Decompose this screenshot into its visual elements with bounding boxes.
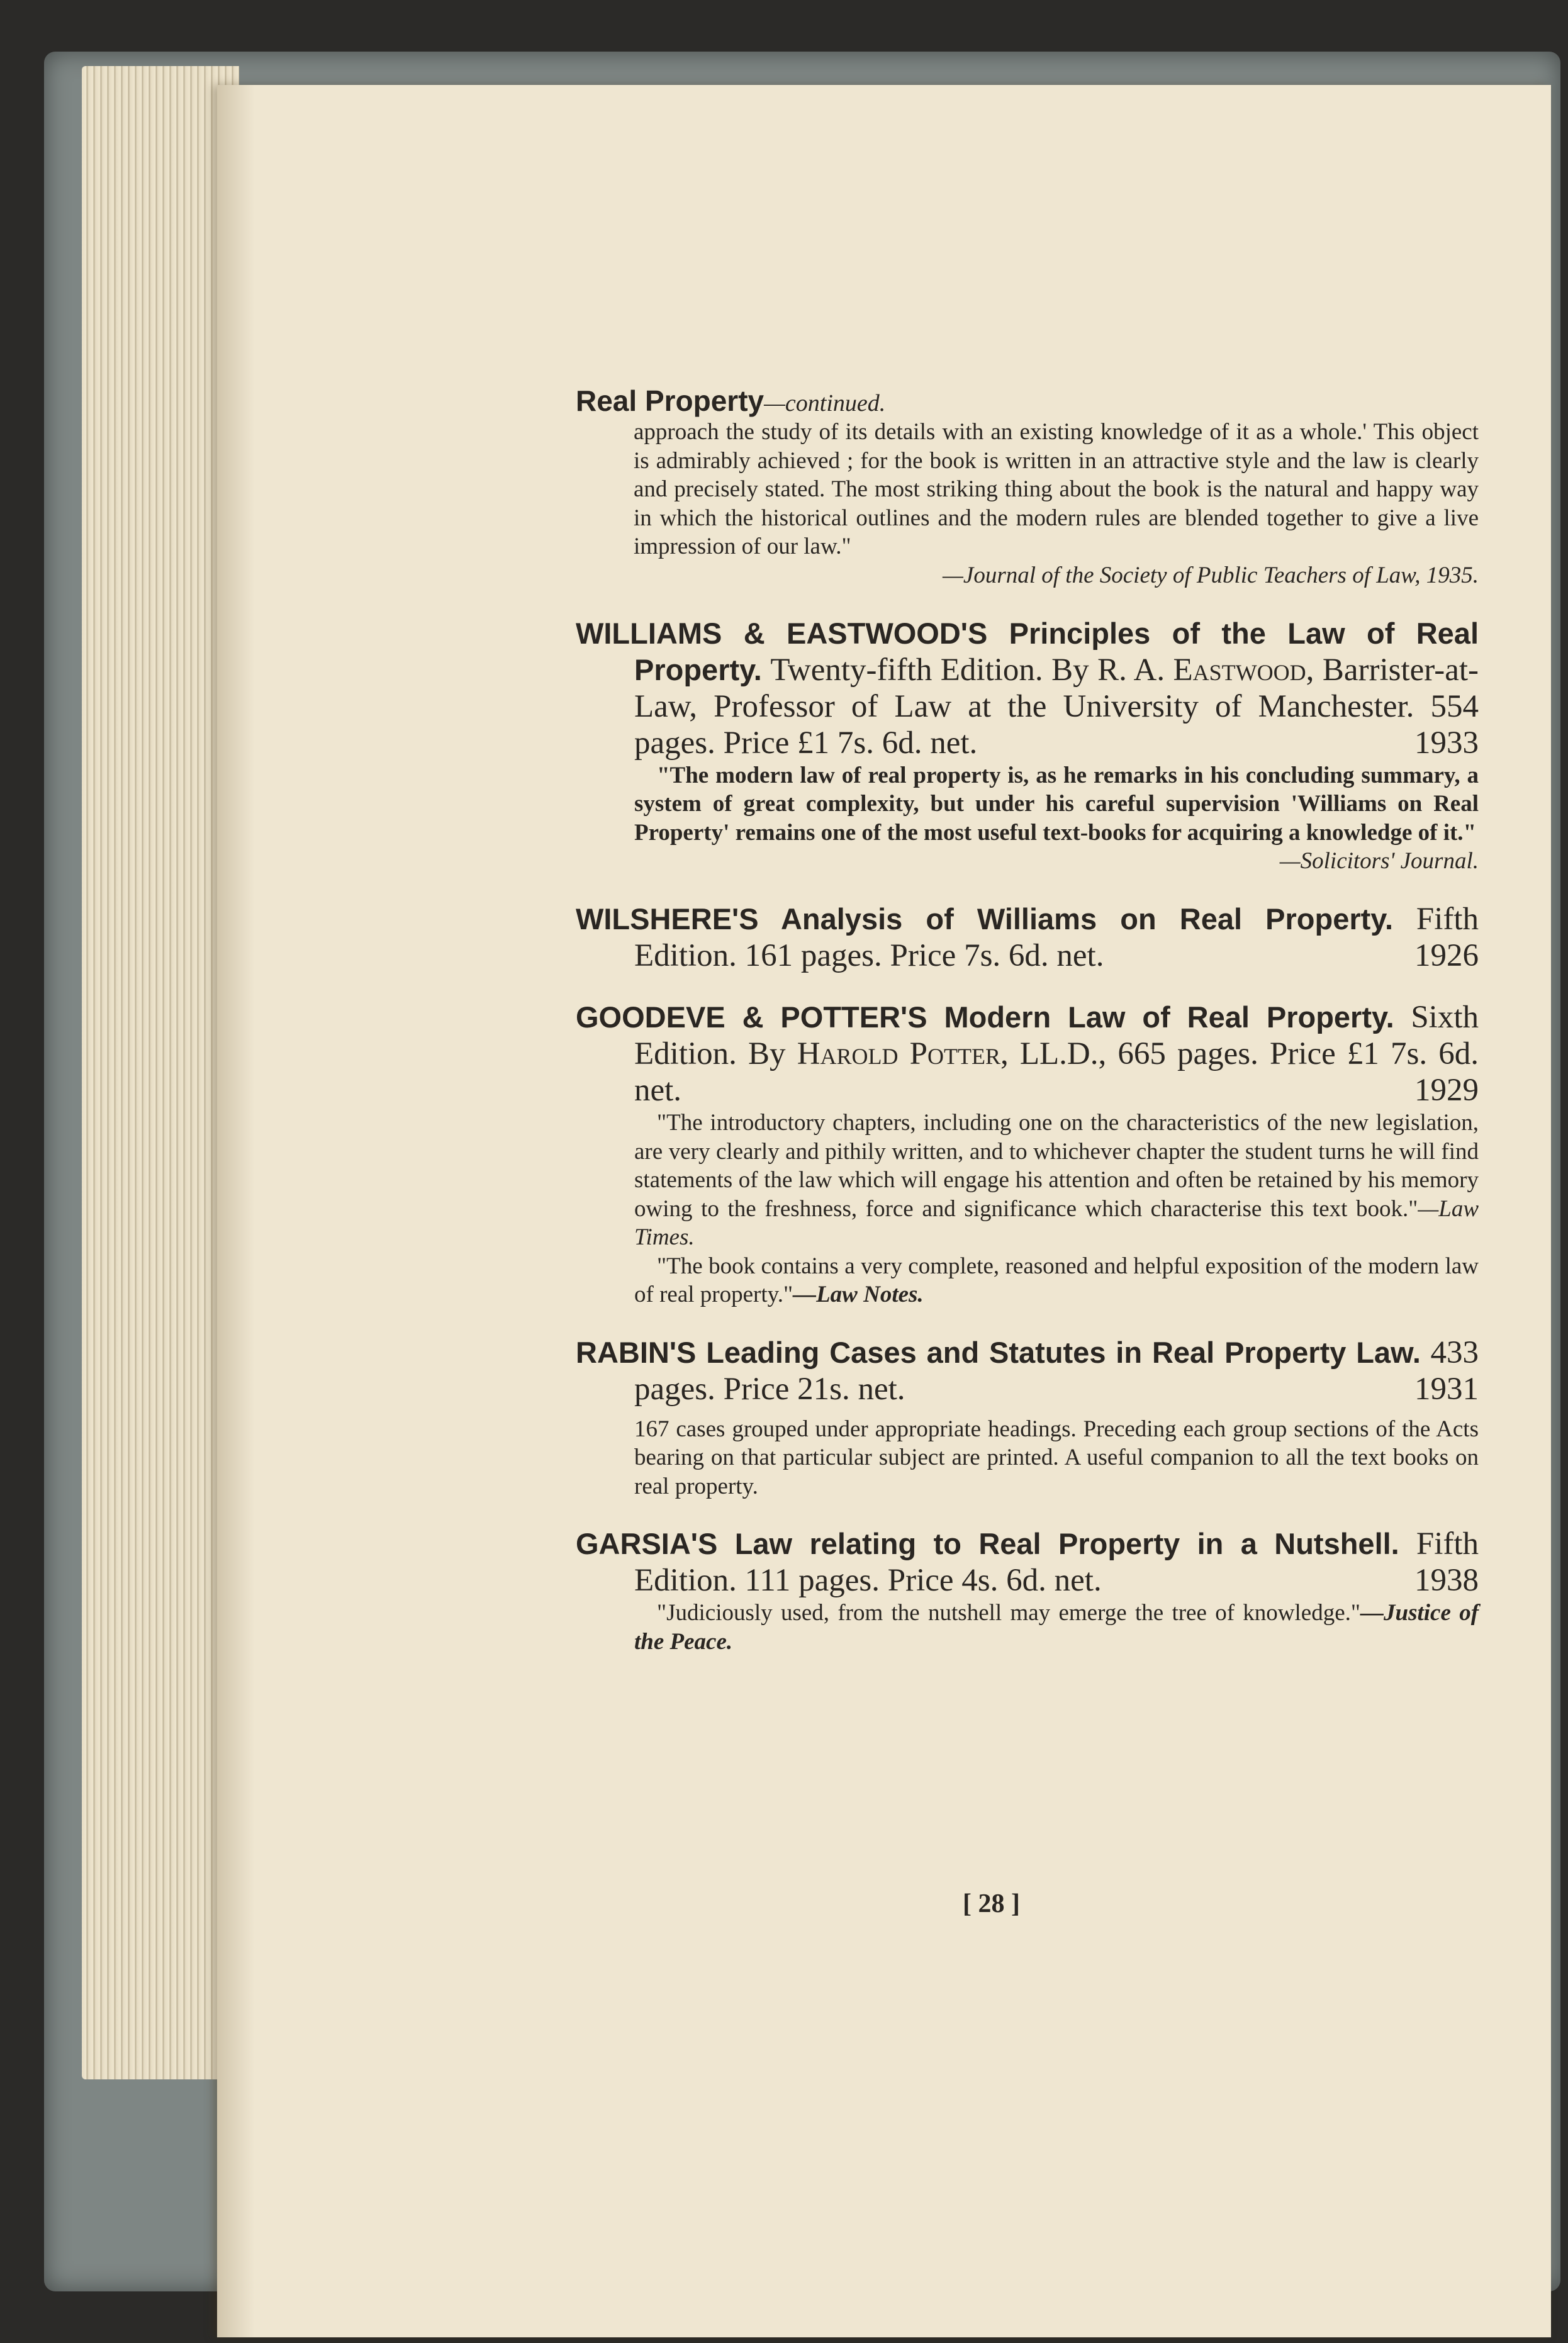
- entry-details-2: , Barrister-at-Law, Professor of Law at the University of Manchester. 554 pages. Price £1 7s. 6d. net.: [634, 652, 1479, 761]
- entry-goodeve-potter: [576, 999, 1479, 1309]
- entry-year: 1938: [1414, 1563, 1479, 1598]
- entry-details-2: , LL.D., 665 pages. Price £1 7s. 6d. net.: [634, 1036, 1479, 1108]
- entry-title-block: [576, 1334, 1479, 1407]
- entry-quote-2: [634, 1252, 1479, 1309]
- page-content: [576, 384, 1479, 1656]
- entry-title-block: [576, 999, 1479, 1109]
- entry-description: 167 cases grouped under appropriate headings. Preceding each group sections of the Acts bearing on that particular subject are printed. A useful companion to all the text books on real property.: [634, 1416, 1479, 1499]
- entry-details: 433 pages. Price 21s. net.: [634, 1334, 1479, 1407]
- entry-year: 1931: [1414, 1371, 1479, 1407]
- entry-quote-source: —Solicitors' Journal.: [1279, 848, 1479, 874]
- entry-author: R. A. Eastwood: [1097, 652, 1306, 688]
- entry-author: Harold Potter: [797, 1036, 1000, 1071]
- entry-wilshere: [576, 901, 1479, 974]
- intro-source: —Journal of the Society of Public Teachers of Law, 1935.: [943, 562, 1479, 588]
- quote-source: —Law Notes.: [793, 1282, 924, 1307]
- entry-title: GARSIA'S Law relating to Real Property in a Nutshell.: [576, 1527, 1399, 1560]
- entry-title-block: [576, 1526, 1479, 1599]
- entry-details: Sixth Edition. By: [634, 1000, 1479, 1071]
- continued-label: —continued.: [764, 390, 886, 417]
- entry-title: WILSHERE'S Analysis of Williams on Real Property.: [576, 902, 1394, 936]
- entry-quote: "The modern law of real property is, as he remarks in his concluding summary, a system of great complexity, but under his careful supervision 'Williams on Real Property' remains one of the most useful text-books for acquiring a knowledge of it.": [634, 762, 1479, 846]
- quote-source: —Justice of the Peace.: [634, 1600, 1479, 1655]
- intro-text: approach the study of its details with an existing knowledge of it as a whole.' This object is admirably achieved ; for the book is written in an attractive style and the law is clearly and precisely stated. The most striking thing about the book is the natural and happy way in which the historical outlines and the modern rules are blended together to give a live impression of our law.": [634, 419, 1479, 559]
- entry-details: Fifth Edition. 161 pages. Price 7s. 6d. net.: [634, 902, 1479, 973]
- entry-garsia: [576, 1526, 1479, 1656]
- section-title: Real Property: [576, 384, 764, 417]
- entry-title-block: [576, 615, 1479, 761]
- quote-source: —Law Times.: [634, 1195, 1479, 1250]
- entry-title-block: [576, 901, 1479, 974]
- entry-rabin: [576, 1334, 1479, 1501]
- continued-heading: [576, 384, 1479, 418]
- entry-quote: [634, 1599, 1479, 1656]
- intro-paragraph: [634, 418, 1479, 590]
- entry-title: WILLIAMS & EASTWOOD'S Principles of the Law of Real Property.: [576, 616, 1479, 686]
- entry-year: 1926: [1414, 938, 1479, 973]
- entry-title: RABIN'S Leading Cases and Statutes in Real Property Law.: [576, 1335, 1421, 1369]
- quote-text: "The introductory chapters, including one on the characteristics of the new legislation, are very clearly and pithily written, and to whichever chapter the student turns he will find statements of the law which will engage his attention and often be retained by his memory owing to the freshness, force and significance which characterise this text book.": [634, 1110, 1479, 1222]
- entry-year: 1933: [1414, 725, 1479, 761]
- page-number: [ 28 ]: [963, 1889, 1020, 1918]
- page-edges: [82, 66, 239, 2079]
- entry-details: Fifth Edition. 111 pages. Price 4s. 6d. net.: [634, 1526, 1479, 1598]
- entry-quote: [634, 1109, 1479, 1252]
- entry-williams-eastwood: [576, 615, 1479, 876]
- quote-text: "The book contains a very complete, reasoned and helpful exposition of the modern law of real property.": [634, 1253, 1479, 1307]
- entry-title: GOODEVE & POTTER'S Modern Law of Real Property.: [576, 1000, 1394, 1034]
- entry-details: Twenty-fifth Edition. By: [770, 652, 1089, 688]
- entry-year: 1929: [1414, 1073, 1479, 1108]
- quote-text: "Judiciously used, from the nutshell may emerge the tree of knowledge.": [657, 1600, 1361, 1626]
